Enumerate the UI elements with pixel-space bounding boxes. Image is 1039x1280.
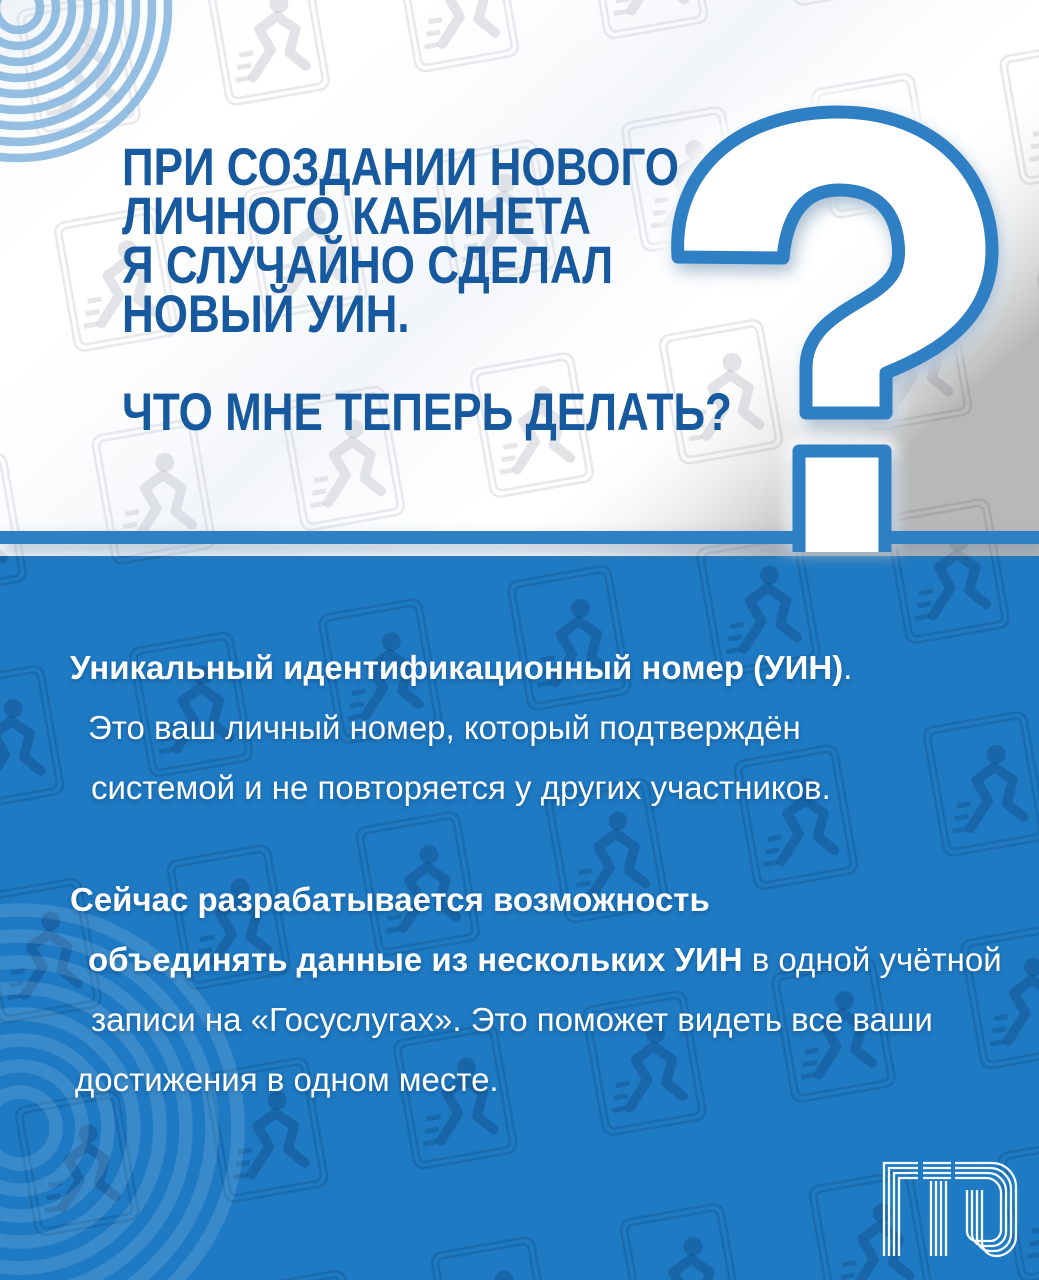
answer-line: системой и не повторяется у других участников. [91, 769, 831, 806]
question-title-line-4: НОВЫЙ УИН. [122, 285, 410, 344]
answer-line [70, 870, 1015, 930]
answer-line: записи на «Госуслугах». Это поможет видеть все ваши [91, 1001, 933, 1038]
uin-term-rest: . [843, 649, 853, 686]
question-title-line-1: ПРИ СОЗДАНИИ НОВОГО [122, 138, 680, 197]
uin-term-bold: Уникальный идентификационный номер (УИН) [70, 649, 844, 686]
answer-paragraph-merge [70, 870, 1015, 1110]
question-block [122, 138, 732, 442]
answer-line: достижения в одном месте. [75, 1061, 499, 1098]
answer-line [70, 638, 1015, 698]
answer-block [0, 556, 1039, 1110]
merge-bold-1: Сейчас разрабатывается возможность [70, 881, 710, 918]
question-title-line-3: Я СЛУЧАЙНО СДЕЛАЛ [122, 236, 614, 295]
answer-line: Это ваш личный номер, который подтверждён [88, 709, 801, 746]
merge-rest: в одной учётной [742, 941, 1002, 978]
answer-paragraph-uin [70, 638, 1015, 818]
merge-bold-2: объединять данные из нескольких УИН [88, 941, 743, 978]
question-title-line-2: ЛИЧНОГО КАБИНЕТА [122, 187, 592, 246]
question-mark-stem [799, 451, 885, 552]
question-ask-line: ЧТО МНЕ ТЕПЕРЬ ДЕЛАТЬ? [122, 383, 732, 442]
answer-line [70, 930, 1015, 990]
